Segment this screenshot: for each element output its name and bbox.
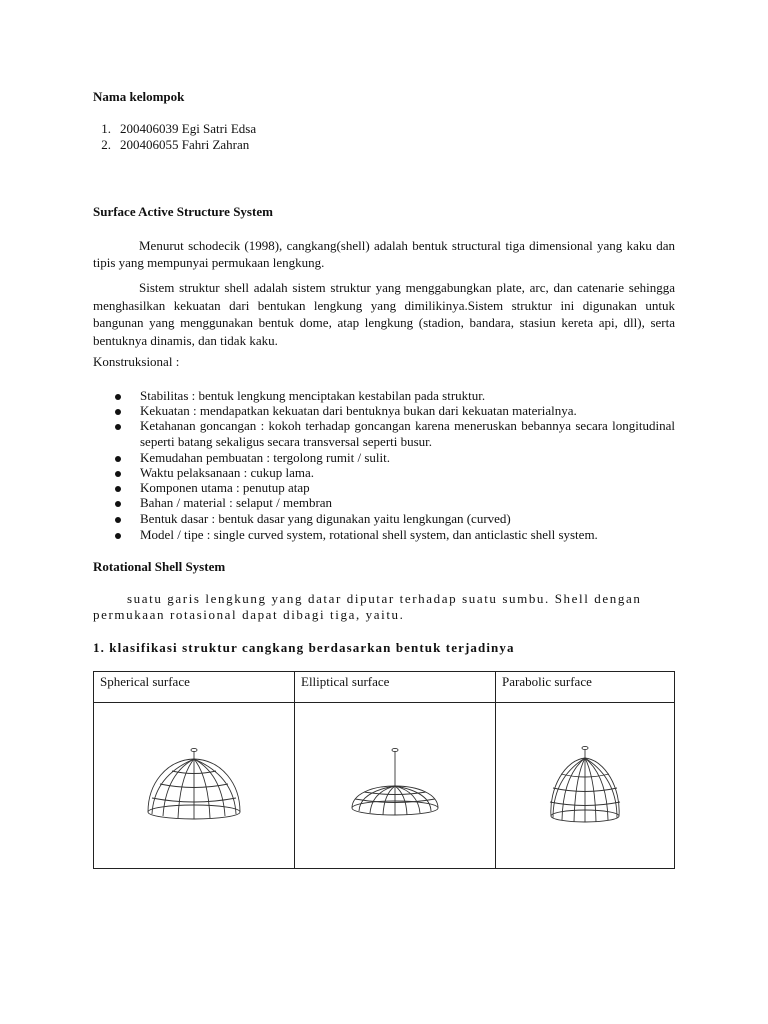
list-item [0, 527, 768, 543]
table-image-cell [94, 703, 295, 869]
bullet-icon [115, 394, 121, 400]
list-item-text: Bentuk dasar : bentuk dasar yang digunakan yaitu lengkungan (curved) [140, 511, 511, 526]
table-image-cell [496, 703, 675, 869]
bullet-icon [115, 533, 121, 539]
group-label: Nama kelompok [93, 89, 185, 104]
shell-type-table [93, 671, 675, 869]
list-item [0, 418, 768, 450]
list-item-text: Stabilitas : bentuk lengkung menciptakan kestabilan pada struktur. [140, 388, 486, 403]
paragraph-shell-system: Sistem struktur shell adalah sistem struktur yang menggabungkan plate, arc, dan catenarie sehingga menghasilkan kekuatan dari bentukan lengkung yang dimilikinya.Sistem struktur ini digunakan untuk bangunan yang menggunakan bentuk dome, atap lengkung (stadion, bandara, stasiun kereta api, dll), serta bentuknya dinamis, dan tidak kaku. [93, 280, 675, 348]
section-heading: Rotational Shell System [93, 559, 226, 574]
table-header-row [94, 672, 675, 703]
list-item-text: Komponen utama : penutup atap [140, 480, 310, 495]
spherical-dome-icon [144, 746, 244, 826]
bullet-icon [115, 471, 121, 477]
member-name: 200406055 Fahri Zahran [120, 137, 250, 152]
member-item [0, 137, 768, 153]
list-item [0, 495, 768, 511]
list-item-text: Kekuatan : mendapatkan kekuatan dari bentuknya bukan dari kekuatan materialnya. [140, 403, 577, 418]
list-item [0, 388, 768, 404]
list-item-text: Kemudahan pembuatan : tergolong rumit / sulit. [140, 450, 390, 465]
parabolic-dome-icon [545, 744, 625, 828]
list-item [0, 450, 768, 466]
elliptical-dome-icon [350, 746, 440, 826]
member-item [0, 121, 768, 137]
bullet-icon [115, 456, 121, 462]
list-item-text: Model / tipe : single curved system, rotational shell system, dan anticlastic shell system. [140, 527, 598, 542]
member-number: 1. [101, 121, 111, 136]
table-header-cell: Parabolic surface [496, 672, 675, 703]
bullet-icon [115, 424, 121, 430]
list-item [0, 480, 768, 496]
list-item-text: Waktu pelaksanaan : cukup lama. [140, 465, 315, 480]
table-image-row [94, 703, 675, 869]
bullet-icon [115, 501, 121, 507]
list-item-text: Ketahanan goncangan : kokoh terhadap goncangan karena meneruskan bebannya secara longitudinal seperti batang sekaligus secara transversal seperti busur. [140, 418, 675, 449]
table-header-cell: Elliptical surface [295, 672, 496, 703]
section-heading: Surface Active Structure System [93, 204, 273, 219]
member-name: 200406039 Egi Satri Edsa [120, 121, 257, 136]
bullet-icon [115, 486, 121, 492]
paragraph-rotational: suatu garis lengkung yang datar diputar terhadap suatu sumbu. Shell dengan permukaan rotasional dapat dibagi tiga, yaitu. [93, 591, 642, 622]
table-image-cell [295, 703, 496, 869]
list-item [0, 511, 768, 527]
paragraph-definition: Menurut schodecik (1998), cangkang(shell) adalah bentuk structural tiga dimensional yang kaku dan tipis yang mempunyai permukaan lengkung. [93, 238, 675, 270]
bullet-icon [115, 409, 121, 415]
list-item [0, 403, 768, 419]
list-item-text: Bahan / material : selaput / membran [140, 495, 333, 510]
konstruksional-label: Konstruksional : [93, 354, 180, 369]
table-header-cell: Spherical surface [94, 672, 295, 703]
classification-heading: 1. klasifikasi struktur cangkang berdasarkan bentuk terjadinya [93, 640, 515, 655]
member-number: 2. [101, 137, 111, 152]
list-item [0, 465, 768, 481]
bullet-icon [115, 517, 121, 523]
